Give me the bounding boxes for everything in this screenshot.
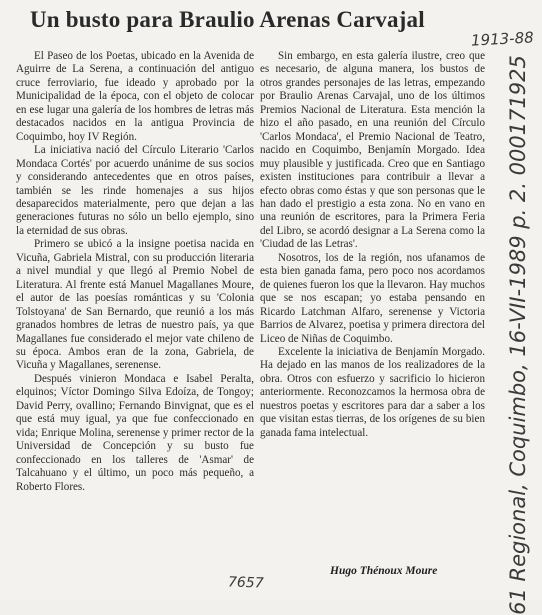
handwritten-side-annotation [498,55,538,615]
article-paragraph: Después vinieron Mondaca e Isabel Peralta, elquinos; Víctor Domingo Silva Edoíza, de Tongoy; David Perry, ovallino; Fernando Binvignat, que es el que está muy igual, ya que fue confeccionado en vida; Enrique Molina, serenense y primer rector de la Universidad de Concepción y su busto fue confeccionado en los talleres de 'Asmar' de Talcahuano y el último, un poco más pequeño, a Roberto Flores. [16,372,254,493]
article-paragraph: Sin embargo, en esta galería ilustre, creo que es necesario, de alguna manera, los bustos de otros grandes personajes de las letras, empezando por Braulio Arenas Carvajal, uno de los últimos Premios Nacional de Literatura. Esta mención la hizo el año pasado, en una reunión del Círculo 'Carlos Mondaca', el Premio Nacional de Teatro, nacido en Coquimbo, Benjamín Morgado. Idea muy plausible y justificada. Creo que en Santiago existen instituciones para contribuir a llevar a efecto obras como éstas y que son personas que le han dado el prestigio a esta zona. No en vano en una reunión de escritores, para la Primera Feria del Libro, se acordó designar a La Serena como la 'Ciudad de las Letras'. [260,50,485,251]
article-author: Hugo Thénoux Moure [330,565,438,577]
article-paragraph: Excelente la iniciativa de Benjamín Morgado. Ha dejado en las manos de los realizadores de la obra. Otros con esfuerzo y sacrificio lo hicieron anteriormente. Reconozcamos la hermosa obra de nuestros poetas y escritores para dar a saber a los que visitan estas tierras, de los orígenes de su bien ganada fama intelectual. [260,345,485,439]
handwritten-year-range: 1913-88 [470,28,535,50]
article-title: Un busto para Braulio Arenas Carvajal [30,7,425,32]
article-paragraph: Primero se ubicó a la insigne poetisa nacida en Vicuña, Gabriela Mistral, con su producción literaria a nivel mundial y que llegó al Premio Nobel de Literatura. Al frente está Manuel Magallanes Moure, el autor de las poesías románticas y su 'Colonia Tolstoyana' de San Bernardo, que reunió a los más granados hombres de letras de nuestro país, ya que Magallanes fue considerado el mejor vate chileno de su época. Ambos eran de la zona, Gabriela, de Vicuña y Magallanes, serenense. [16,238,254,372]
article-paragraph: Nosotros, los de la región, nos ufanamos de esta bien ganada fama, pero poco nos acordamos de quienes fueron los que la llevaron. Hay muchos que se nos escapan; yo estaba pensando en Ricardo Latchman Alfaro, serenense y Victoria Barrios de Alvarez, poetisa y primera directora del Liceo de Niñas de Coquimbo. [260,251,485,345]
article-paragraph: El Paseo de los Poetas, ubicado en la Avenida de Aguirre de La Serena, a continuación del antiguo cruce ferroviario, fue ideado y aprobado por la Municipalidad de la época, con el objeto de colocar en ese lugar una galería de los hombres de letras más destacados nacidos en la antigua Provincia de Coquimbo, hoy IV Región. [16,50,254,143]
article-paragraph: La iniciativa nació del Círculo Literario 'Carlos Mondaca Cortés' por acuerdo unánime de sus socios y considerando antecedentes que en otros países, también se les rinde homenajes a sus hijos desaparecidos materialmente, pero que dejan a las generaciones futuras no sólo un bello ejemplo, sino la eternidad de sus obras. [16,144,254,237]
handwritten-bottom-number: 7657 [227,574,264,592]
side-note-text: 61 Regional, Coquimbo, 16-VII-1989 p. 2. 000171925 [506,55,530,615]
article-column-right [260,50,485,440]
article-column-left [16,50,254,494]
